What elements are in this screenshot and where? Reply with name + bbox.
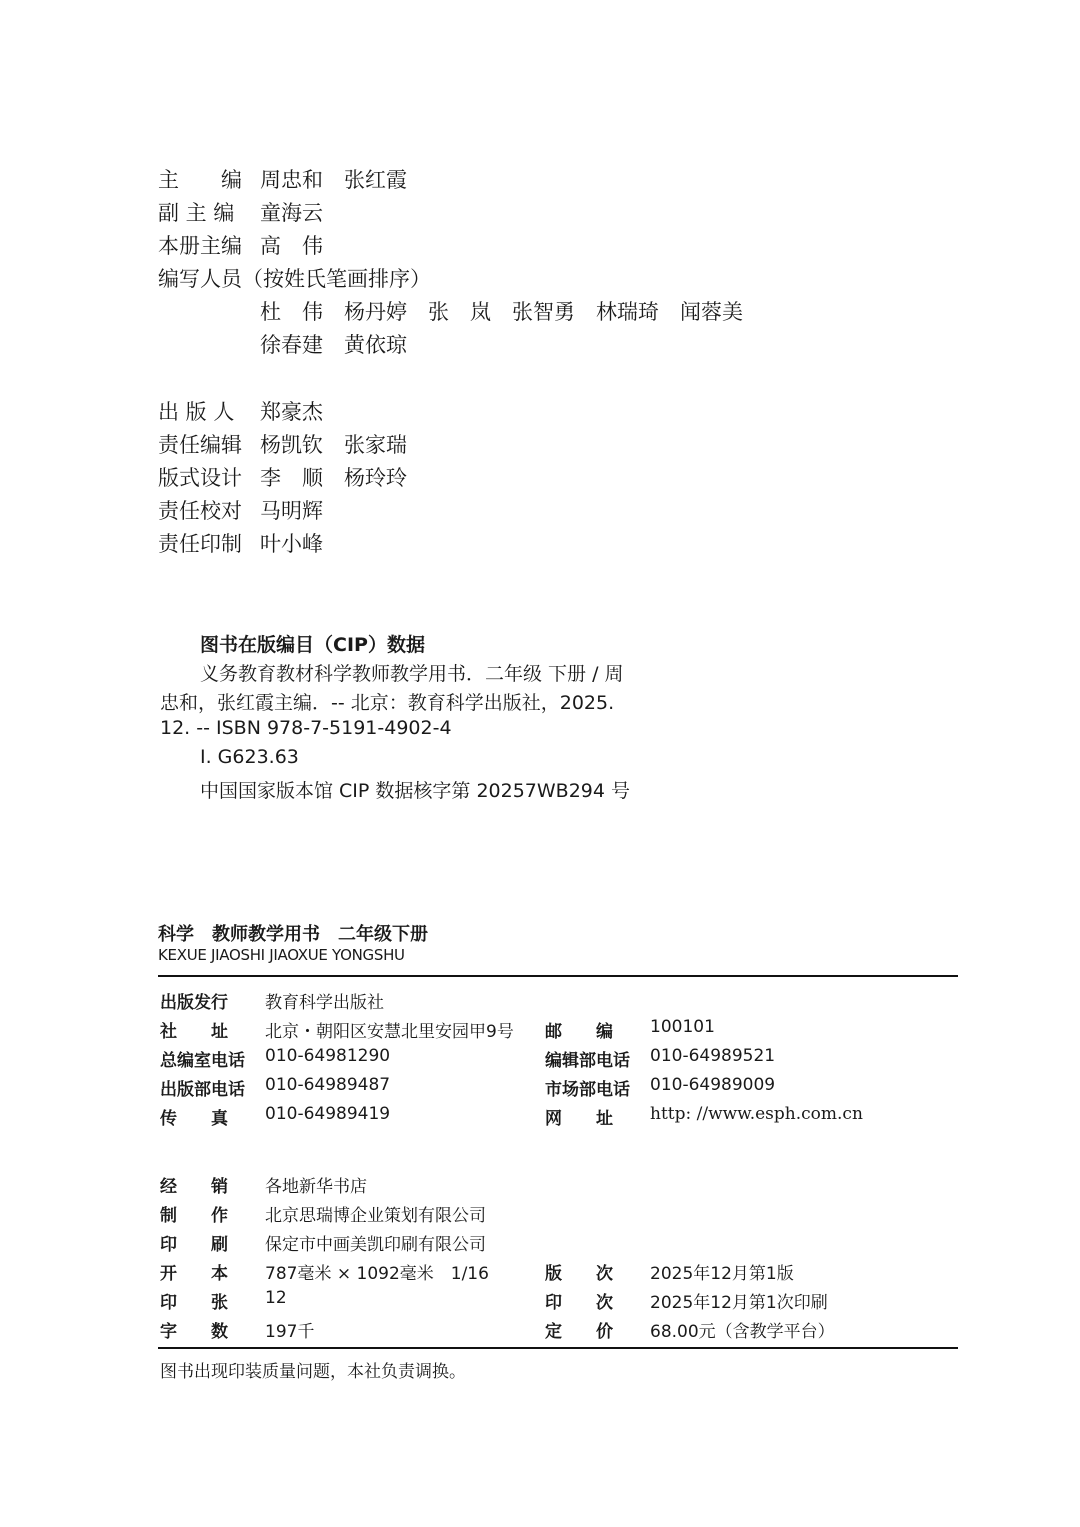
divider-top	[158, 975, 958, 977]
responsible-editor-names: 杨凯钦 张家瑞	[260, 433, 407, 457]
fax-value: 010-64989419	[265, 1104, 391, 1124]
publisher-label: 出版发行	[160, 993, 228, 1013]
publisher-value: 教育科学出版社	[265, 993, 384, 1013]
edition-label: 版 次	[545, 1264, 613, 1284]
format-value: 787毫米 × 1092毫米 1/16	[265, 1264, 489, 1284]
volume-editor-label: 本册主编	[158, 234, 242, 258]
book-title-pinyin: KEXUE JIAOSHI JIAOXUE YONGSHU	[158, 946, 405, 964]
printing-supervisor-names: 叶小峰	[260, 532, 323, 556]
cip-line-4: Ⅰ. G623.63	[200, 746, 299, 768]
address-label: 社 址	[160, 1022, 228, 1042]
publisher-person-names: 郑豪杰	[260, 400, 323, 424]
proofreading-label: 责任校对	[158, 499, 242, 523]
writers-label: 编写人员（按姓氏笔画排序）	[158, 267, 431, 291]
postcode-value: 100101	[650, 1017, 715, 1037]
price-label: 定 价	[545, 1322, 613, 1342]
price-value: 68.00元（含教学平台）	[650, 1322, 835, 1342]
cip-title: 图书在版编目（CIP）数据	[200, 634, 425, 656]
divider-bottom	[158, 1347, 958, 1349]
editorial-dept-tel-value: 010-64989521	[650, 1046, 776, 1066]
layout-design-label: 版式设计	[158, 466, 242, 490]
cip-line-1: 义务教育教材科学教师教学用书．二年级 下册 / 周	[200, 663, 624, 685]
distributor-value: 各地新华书店	[265, 1177, 367, 1197]
editorial-dept-tel-label: 编辑部电话	[545, 1051, 630, 1071]
chief-editor-label: 主 编	[158, 168, 242, 192]
marketing-dept-tel-value: 010-64989009	[650, 1075, 776, 1095]
responsible-editor-label: 责任编辑	[158, 433, 242, 457]
word-count-value: 197千	[265, 1322, 315, 1342]
publishing-dept-tel-value: 010-64989487	[265, 1075, 391, 1095]
fax-label: 传 真	[160, 1109, 228, 1129]
address-value: 北京・朝阳区安慧北里安园甲9号	[265, 1022, 514, 1042]
distributor-label: 经 销	[160, 1177, 228, 1197]
producer-label: 制 作	[160, 1206, 228, 1226]
format-label: 开 本	[160, 1264, 228, 1284]
writers-line-1: 杜 伟 杨丹婷 张 岚 张智勇 林瑞琦 闻蓉美	[260, 300, 743, 324]
cip-line-2: 忠和，张红霞主编．-- 北京：教育科学出版社，2025.	[160, 692, 615, 714]
marketing-dept-tel-label: 市场部电话	[545, 1080, 630, 1100]
book-title-chinese: 科学 教师教学用书 二年级下册	[158, 924, 428, 945]
editor-office-tel-value: 010-64981290	[265, 1046, 391, 1066]
quality-notice: 图书出现印装质量问题，本社负责调换。	[160, 1362, 466, 1382]
word-count-label: 字 数	[160, 1322, 228, 1342]
postcode-label: 邮 编	[545, 1022, 613, 1042]
cip-line-5: 中国国家版本馆 CIP 数据核字第 20257WB294 号	[200, 780, 631, 802]
edition-value: 2025年12月第1版	[650, 1264, 794, 1284]
website-link[interactable]: http: //www.esph.com.cn	[650, 1104, 863, 1124]
proofreading-names: 马明辉	[260, 499, 323, 523]
impression-value: 2025年12月第1次印刷	[650, 1293, 828, 1313]
writers-line-2: 徐春建 黄依琼	[260, 333, 407, 357]
chief-editor-names: 周忠和 张红霞	[260, 168, 407, 192]
deputy-editor-names: 童海云	[260, 201, 323, 225]
printer-value: 保定市中画美凯印刷有限公司	[265, 1235, 486, 1255]
publishing-dept-tel-label: 出版部电话	[160, 1080, 245, 1100]
deputy-editor-label: 副 主 编	[158, 201, 235, 225]
publisher-person-label: 出 版 人	[158, 400, 235, 424]
cip-line-3: 12. -- ISBN 978-7-5191-4902-4	[160, 717, 452, 739]
producer-value: 北京思瑞博企业策划有限公司	[265, 1206, 486, 1226]
sheets-value: 12	[265, 1288, 287, 1308]
editor-office-tel-label: 总编室电话	[160, 1051, 245, 1071]
sheets-label: 印 张	[160, 1293, 228, 1313]
volume-editor-names: 高 伟	[260, 234, 323, 258]
printer-label: 印 刷	[160, 1235, 228, 1255]
impression-label: 印 次	[545, 1293, 613, 1313]
layout-design-names: 李 顺 杨玲玲	[260, 466, 407, 490]
website-label: 网 址	[545, 1109, 613, 1129]
printing-supervisor-label: 责任印制	[158, 532, 242, 556]
